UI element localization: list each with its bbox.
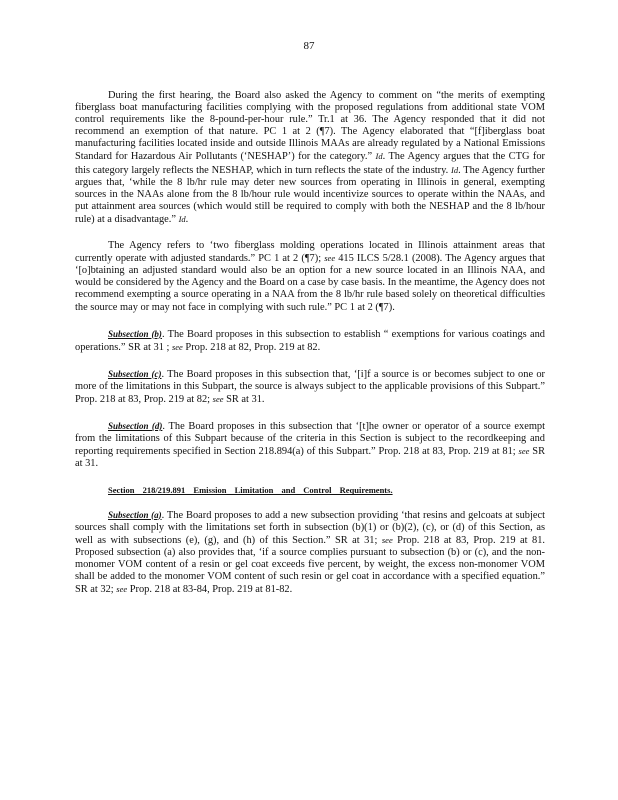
citation-signal: Id (178, 213, 186, 224)
paragraph-subsection-c (75, 368, 545, 406)
paragraph-text: . (185, 213, 189, 225)
citation-signal: Id (375, 151, 383, 162)
paragraph-text: The Agency refers to ‘two fiberglass molding operations located in Illinois attainment areas that currently operate with adjusted standards.” PC 1 at 2 (¶7); (75, 240, 545, 265)
paragraph-hearing-question (75, 90, 545, 226)
paragraph-text: SR at 31. (75, 446, 546, 470)
citation-signal: see (116, 584, 128, 595)
citation-signal: see (381, 534, 393, 545)
page-number: 87 (303, 40, 315, 52)
paragraph-text: During the first hearing, the Board also asked the Agency to comment on “the merits of exempting fiberglass boat manufacturing facilities complying with the proposed regulations from additional state VOM control requirements like the 8-pound-per-hour rule.” Tr.1 at 36. The Agency responded that it did not recommend an exemption of that nature. PC 1 at 2 (¶7). The Agency elaborated that “[f]iberglass boat manufacturing facilities located inside and outside Illinois MAAs are already regulated by a National Emissions Standard for Hazardous Air Pollutants (‘NESHAP’) for the category.” (75, 90, 545, 163)
paragraph-text: . The Board proposes in this subsection that ‘[t]he owner or operator of a source exempt from the limitations of this Subpart because of the criteria in this Section is subject to the recordkeeping and reporting requirements specified in Section 218.894(a) of this Subpart.” Prop. 218 at 83, Prop. 219 at 81; (75, 421, 545, 458)
document-body (75, 90, 545, 610)
paragraph-subsection-d (75, 420, 545, 470)
subsection-label: Subsection (c) (108, 368, 162, 379)
citation-signal: Id (451, 164, 459, 175)
paragraph-text: SR at 31. (223, 393, 265, 405)
paragraph-text: Prop. 218 at 83, Prop. 219 at 81. Proposed subsection (a) also provides that, ‘if a source complies pursuant to subsection (b) or (c), and the non-monomer VOM content of a resin or gel coat exceeds five percent, by weight, the excess non-monomer VOM shall be added to the monomer VOM content of such resin or gel coat in accordance with a specified equation.” SR at 32; (75, 534, 545, 596)
paragraph-text: 415 ILCS 5/28.1 (2008). The Agency argues that ‘[o]btaining an adjusted standard would also be an option for a new source located in an Illinois NAA, and would be considered by the Agency and the Board on a case by case basis. In the meantime, the Agency does not recommend exempting a source operating in a NAA from the 8 lb/hr rule based solely on theoretical difficulties the source may or may not face in complying with such rule.” PC 1 at 2 (¶7). (75, 253, 546, 313)
citation-signal: see (324, 253, 336, 264)
citation-signal: see (518, 446, 530, 457)
paragraph-text: . The Board proposes in this subsection to establish “ exemptions for various coatings and operations.” SR at 31 ; (75, 328, 545, 353)
section-heading: Section 218/219.891 Emission Limitation and Control Requirements. (108, 485, 393, 496)
subsection-label: Subsection (a) (108, 509, 162, 520)
paragraph-text: . The Agency further argues that, ‘while the 8 lb/hr rule may deter new sources from operating in Illinois in general, exempting sources in the NAAs alone from the 8 lb/hour rule would incentivize sources to operate within the NAAs, and put attainment area sources (which would still be required to comply with both the NESHAP and the 8 lb/hour rule) at a disadvantage.” (75, 164, 545, 225)
paragraph-section-subsection-a (75, 509, 545, 597)
paragraph-text: . The Agency argues that the CTG for this category largely reflects the NESHAP, which in turn reflects the state of the industry. (75, 151, 546, 176)
paragraph-adjusted-standards (75, 240, 545, 314)
subsection-label: Subsection (b) (108, 328, 162, 339)
subsection-label: Subsection (d) (108, 421, 163, 432)
paragraph-subsection-b (75, 328, 545, 354)
citation-signal: see (212, 393, 224, 404)
citation-signal: see (171, 341, 183, 352)
paragraph-text: Prop. 218 at 83-84, Prop. 219 at 81-82. (127, 584, 293, 596)
paragraph-text: Prop. 218 at 82, Prop. 219 at 82. (182, 341, 321, 353)
paragraph-text: . The Board proposes in this subsection that, ‘[i]f a source is or becomes subject to one or more of the limitations in this Subpart, the source is always subject to the applicable provisions of this Subpart.” Prop. 218 at 83, Prop. 219 at 82; (75, 368, 546, 405)
paragraph-text: . The Board proposes to add a new subsection providing ‘that resins and gelcoats at subject sources shall comply with the limitations set forth in subsection (b)(1) or (b)(2), (c), or (d) of this Section, as well as with subsections (e), (g), and (h) of this Section.” SR at 31; (75, 509, 545, 546)
